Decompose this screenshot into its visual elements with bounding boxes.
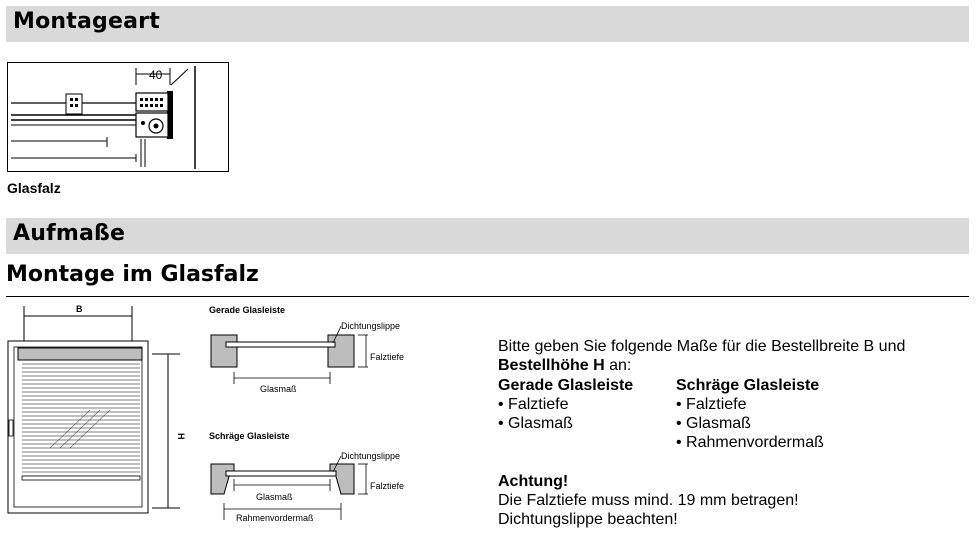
falztiefe-label: Falztiefe [370,352,405,362]
col2-title: Schräge Glasleiste [676,377,820,394]
col1-item: • Glasmaß [498,415,573,432]
glasmass-label-2: Glasmaß [256,492,293,502]
dichtungslippe-label: Dichtungslippe [341,321,401,331]
figure-caption: Glasfalz [7,180,61,196]
intro-line: Bitte geben Sie folgende Maße für die Bestellbreite B und [498,338,906,355]
measurement-drawing [0,298,480,538]
height-label: H [176,433,186,440]
section-header-aufmasse [6,218,969,254]
dichtungslippe-label-2: Dichtungslippe [341,451,401,461]
intro-bold: Bestellhöhe H [498,357,605,374]
gerade-title: Gerade Glasleiste [209,305,286,315]
col2-item: • Falztiefe [676,396,747,413]
intro-rest: an: [604,357,632,374]
section-header-montageart [6,6,969,42]
intro-line-2 [498,356,631,375]
glasfalz-drawing [8,63,228,171]
col1-title: Gerade Glasleiste [498,377,634,394]
warning-line: Die Falztiefe muss mind. 19 mm betragen! [498,492,799,509]
glasmass-label: Glasmaß [260,384,297,394]
subheading: Montage im Glasfalz [6,262,259,287]
section-title: Aufmaße [13,221,126,246]
divider [6,296,969,297]
warning-title: Achtung! [498,473,569,490]
dimension-label: 40 [149,68,163,82]
falztiefe-label-2: Falztiefe [370,481,405,491]
rahmenvordermass-label: Rahmenvordermaß [236,513,314,523]
width-label: B [76,304,83,314]
warning-line-2: Dichtungslippe beachten! [498,511,678,528]
schraege-title: Schräge Glasleiste [209,431,290,441]
col2-item: • Glasmaß [676,415,751,432]
col2-item: • Rahmenvordermaß [676,434,824,451]
glasfalz-figure [7,62,229,172]
col1-item: • Falztiefe [498,396,569,413]
section-title: Montageart [13,9,160,34]
